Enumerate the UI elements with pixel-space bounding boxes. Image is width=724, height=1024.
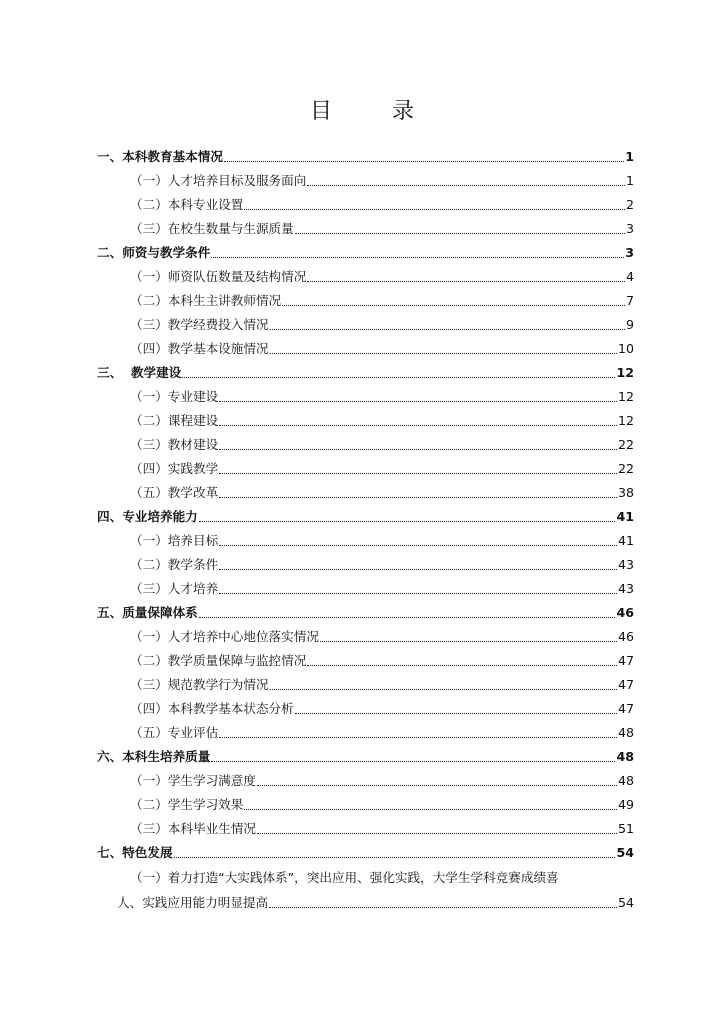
toc-entry-section[interactable]: （一）专业建设 12: [130, 389, 634, 404]
toc-entry-section[interactable]: （四）教学基本设施情况 10: [130, 341, 634, 356]
toc-entry-section[interactable]: （一）人才培养目标及服务面向 1: [130, 173, 634, 188]
toc-entry-section[interactable]: （三）教学经费投入情况 9: [130, 317, 634, 332]
toc-entry-section-line1[interactable]: （一）着力打造“大实践体系”，突出应用、强化实践，大学生学科竞赛成绩喜: [130, 870, 559, 885]
toc-entry-section[interactable]: （二）课程建设 12: [130, 413, 634, 428]
toc-entry-section[interactable]: （五）专业评估 48: [130, 725, 634, 740]
toc-entry-chapter[interactable]: 二、师资与教学条件 3: [97, 245, 634, 260]
toc-entry-section[interactable]: （三）在校生数量与生源质量 3: [130, 221, 634, 236]
toc-entry-section[interactable]: （二）教学质量保障与监控情况 47: [130, 653, 634, 668]
toc-entry-chapter[interactable]: 五、质量保障体系 46: [97, 605, 634, 620]
toc-entry-section[interactable]: （一）培养目标 41: [130, 533, 634, 548]
toc-entry-section[interactable]: （二）本科生主讲教师情况 7: [130, 293, 634, 308]
toc-entry-section[interactable]: （三）人才培养 43: [130, 581, 634, 596]
toc-entry-section[interactable]: （四）实践教学 22: [130, 461, 634, 476]
toc-entry-section[interactable]: （一）师资队伍数量及结构情况 4: [130, 269, 634, 284]
toc-entry-section-line2[interactable]: 人、实践应用能力明显提高 54: [117, 895, 634, 910]
toc-entry-chapter[interactable]: 四、专业培养能力 41: [97, 509, 634, 524]
toc-entry-section[interactable]: （五）教学改革 38: [130, 485, 634, 500]
toc-entry-chapter[interactable]: 六、本科生培养质量 48: [97, 749, 634, 764]
toc-entry-section[interactable]: （三）教材建设 22: [130, 437, 634, 452]
toc-entry-section[interactable]: （二）学生学习效果 49: [130, 797, 634, 812]
toc-entry-section[interactable]: （三）规范教学行为情况 47: [130, 677, 634, 692]
toc-entry-section[interactable]: （二）本科专业设置 2: [130, 197, 634, 212]
toc-entry-chapter[interactable]: 一、本科教育基本情况 1: [97, 149, 634, 164]
toc-entry-chapter[interactable]: 七、特色发展 54: [97, 845, 634, 860]
toc-entry-section[interactable]: （三）本科毕业生情况 51: [130, 821, 634, 836]
toc-entry-section[interactable]: （一）学生学习满意度 48: [130, 773, 634, 788]
toc-entry-section[interactable]: （一）人才培养中心地位落实情况 46: [130, 629, 634, 644]
title-char-1: 目: [309, 99, 332, 124]
toc-title: [0, 94, 724, 124]
toc-entry-chapter[interactable]: 三、 教学建设 12: [97, 365, 634, 380]
toc-entry-section[interactable]: （四）本科教学基本状态分析 47: [130, 701, 634, 716]
title-char-2: 录: [391, 99, 414, 124]
toc-entry-section[interactable]: （二）教学条件 43: [130, 557, 634, 572]
